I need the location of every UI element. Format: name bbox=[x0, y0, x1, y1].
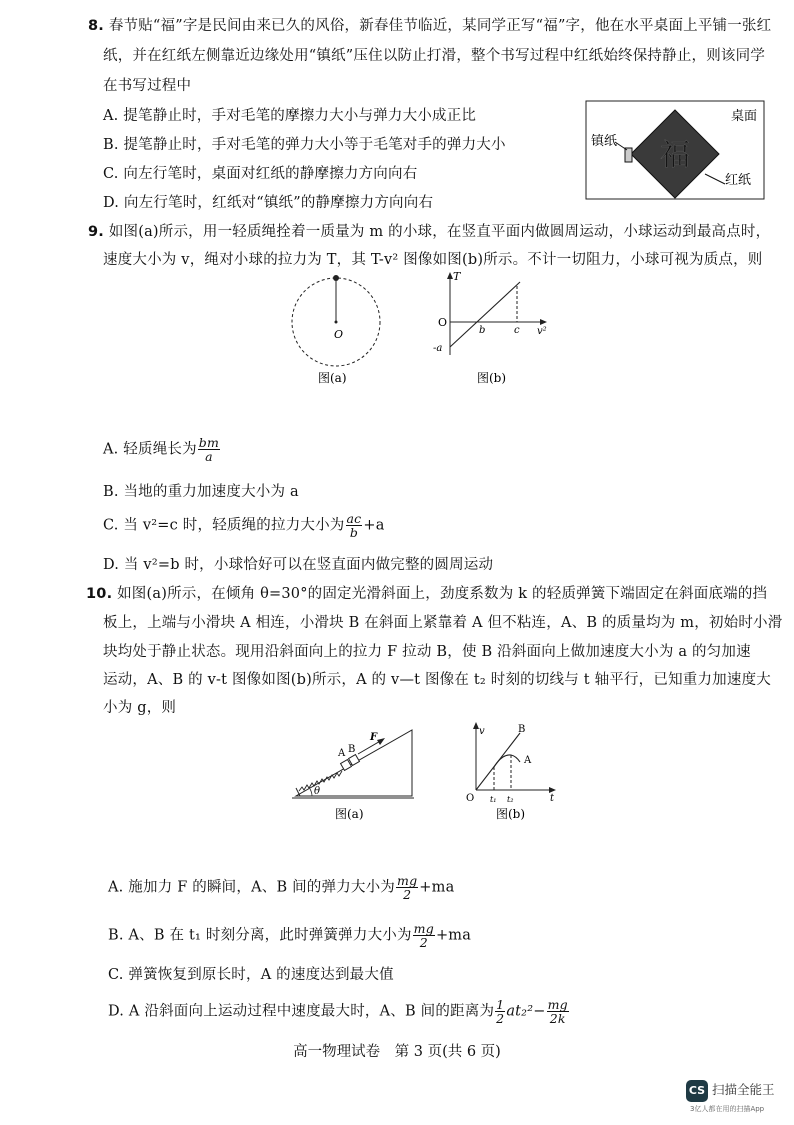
camscanner-tagline: 3亿人都在用的扫描App bbox=[690, 1105, 765, 1113]
origin-label: O bbox=[466, 793, 475, 804]
q9-c-den: b bbox=[349, 525, 359, 540]
q9-option-c-fraction bbox=[346, 512, 363, 539]
curve-a bbox=[494, 755, 520, 767]
q10-a-den: 2 bbox=[403, 887, 412, 902]
block-b-label: B bbox=[348, 744, 356, 755]
q10-b-den: 2 bbox=[419, 935, 428, 950]
force-label: F bbox=[370, 732, 378, 743]
q10-option-d-fraction-1 bbox=[495, 998, 505, 1025]
q10-option-d-fraction-2 bbox=[547, 998, 569, 1025]
q10-d-num2: mg bbox=[547, 997, 568, 1012]
q9-option-d: D. 当 v²=b 时，小球恰好可以在竖直面内做完整的圆周运动 bbox=[103, 557, 494, 573]
page-footer: 高一物理试卷 第 3 页(共 6 页) bbox=[293, 1044, 501, 1060]
q10-stem-1: 如图(a)所示，在倾角 θ=30°的固定光滑斜面上，劲度系数为 k 的轻质弹簧下端固定在斜面底端的挡 bbox=[117, 586, 768, 602]
center-point bbox=[335, 321, 338, 324]
q9-figure-b-svg bbox=[425, 270, 565, 390]
q8-option-c: C. 向左行笔时，桌面对红纸的静摩擦力方向向右 bbox=[103, 166, 418, 182]
q8-figure-svg bbox=[585, 100, 765, 200]
q10-b-num: mg bbox=[413, 921, 434, 936]
q10-d-den1: 2 bbox=[496, 1011, 505, 1026]
t2-label: t₂ bbox=[507, 795, 514, 804]
q10-figure-b bbox=[460, 718, 570, 823]
q10-fig-b-caption: 图(b) bbox=[496, 807, 526, 821]
q8-number: 8. bbox=[88, 18, 104, 34]
q9-option-a bbox=[103, 436, 221, 463]
q8-option-b: B. 提笔静止时，手对毛笔的弹力大小等于毛笔对手的弹力大小 bbox=[103, 137, 506, 153]
q9-a-den: a bbox=[205, 449, 213, 464]
q10-option-d-text: D. A 沿斜面向上运动过程中速度最大时，A、B 间的距离为 bbox=[108, 1003, 495, 1020]
q9-option-b: B. 当地的重力加速度大小为 a bbox=[103, 484, 299, 500]
a-curve-label: A bbox=[524, 755, 532, 766]
q10-option-a bbox=[108, 874, 454, 901]
q9-stem-1: 如图(a)所示，用一轻质绳拴着一质量为 m 的小球，在竖直平面内做圆周运动，小球运动到最高点时， bbox=[108, 224, 771, 240]
q10-stem-3: 块均处于静止状态。现用沿斜面向上的拉力 F 拉动 B，使 B 沿斜面向上做加速度大小为 a 的匀加速 bbox=[103, 644, 751, 660]
q10-option-a-suffix: +ma bbox=[419, 879, 455, 896]
q10-stem-2: 板上，上端与小滑块 A 相连，小滑块 B 在斜面上紧靠着 A 但不粘连，A、B 的质量均为 m，初始时小滑 bbox=[103, 615, 783, 631]
q9-figure-a bbox=[290, 270, 390, 390]
q8-option-d: D. 向左行笔时，红纸对“镇纸”的静摩擦力方向向右 bbox=[103, 195, 434, 211]
v-axis-label: v bbox=[479, 726, 485, 737]
q9-option-a-fraction bbox=[198, 436, 220, 463]
t-axis-label: T bbox=[453, 270, 461, 283]
q10-option-b-suffix: +ma bbox=[435, 927, 472, 944]
q8-stem-3: 在书写过程中 bbox=[103, 78, 192, 94]
q9-stem-2: 速度大小为 v，绳对小球的拉力为 T，其 T-v² 图像如图(b)所示。不计一切阻力，小球可视为质点，则 bbox=[103, 252, 763, 268]
q10-a-num: mg bbox=[397, 873, 418, 888]
v2-axis-arrow bbox=[540, 319, 547, 325]
camscanner-name: 扫描全能王 bbox=[712, 1082, 775, 1097]
q10-d-den2: 2k bbox=[549, 1011, 566, 1026]
q10-option-a-text: A. 施加力 F 的瞬间，A、B 间的弹力大小为 bbox=[108, 879, 396, 896]
paper-label: 红纸 bbox=[725, 173, 752, 188]
q10-fig-a-caption: 图(a) bbox=[335, 807, 364, 821]
fig-a-caption: 图(a) bbox=[318, 371, 347, 385]
intercept-label: -a bbox=[433, 343, 443, 354]
force-arrowhead bbox=[377, 738, 385, 745]
q9-option-c-text: C. 当 v²=c 时，轻质绳的拉力大小为 bbox=[103, 517, 345, 534]
q10-d-num1: 1 bbox=[496, 997, 505, 1012]
q10-stem-5: 小为 g，则 bbox=[103, 700, 177, 716]
center-label: O bbox=[334, 328, 344, 341]
theta-arc bbox=[310, 789, 312, 796]
q10-option-d-mid: at₂²− bbox=[506, 1003, 546, 1020]
q10-option-d bbox=[108, 998, 570, 1025]
t1-label: t₁ bbox=[490, 795, 497, 804]
v2-axis-label: v² bbox=[537, 326, 547, 337]
q10-figure-a-svg bbox=[290, 718, 420, 823]
theta-label: θ bbox=[314, 786, 321, 797]
q8-stem-line-1 bbox=[88, 14, 771, 35]
q9-figure-a-svg bbox=[290, 270, 390, 390]
b-line-label: B bbox=[518, 724, 526, 735]
q10-option-b-text: B. A、B 在 t₁ 时刻分离，此时弹簧弹力大小为 bbox=[108, 927, 412, 944]
q10-option-b bbox=[108, 922, 471, 949]
fig-b-caption: 图(b) bbox=[477, 371, 507, 385]
b-mark: b bbox=[479, 325, 486, 336]
q10-figure-b-svg bbox=[460, 718, 570, 823]
q9-a-num: bm bbox=[198, 435, 220, 450]
q10-number: 10. bbox=[86, 586, 113, 602]
q9-option-c-suffix: +a bbox=[363, 517, 385, 534]
paperweight bbox=[625, 148, 632, 162]
q10-stem-line-1 bbox=[86, 582, 767, 603]
q10-stem-4: 运动，A、B 的 v-t 图像如图(b)所示，A 的 v—t 图像在 t₂ 时刻的切线与 t 轴平行，已知重力加速度大 bbox=[103, 672, 771, 688]
q8-option-a: A. 提笔静止时，手对毛笔的摩擦力大小与弹力大小成正比 bbox=[103, 108, 477, 124]
t-v2-line bbox=[450, 282, 520, 347]
q10-option-c: C. 弹簧恢复到原长时，A 的速度达到最大值 bbox=[108, 967, 394, 983]
block-a-label: A bbox=[338, 748, 346, 759]
c-mark: c bbox=[514, 325, 520, 336]
q10-option-a-fraction bbox=[396, 874, 418, 901]
q9-option-c bbox=[103, 512, 385, 539]
camscanner-logo: CS bbox=[686, 1080, 708, 1102]
fu-character: 福 bbox=[660, 138, 690, 173]
t-axis-label: t bbox=[550, 793, 555, 804]
q9-figure-b bbox=[425, 270, 565, 390]
origin-label: O bbox=[438, 316, 448, 329]
q8-stem-2: 纸，并在红纸左侧靠近边缘处用“镇纸”压住以防止打滑，整个书写过程中红纸始终保持静止，则该同学 bbox=[103, 48, 766, 64]
q9-c-num: ac bbox=[346, 511, 362, 526]
weight-label: 镇纸 bbox=[591, 134, 618, 149]
desk-label: 桌面 bbox=[731, 109, 758, 124]
q10-option-b-fraction bbox=[413, 922, 435, 949]
q8-figure bbox=[585, 100, 765, 200]
q8-stem-1: 春节贴“福”字是民间由来已久的风俗，新春佳节临近，某同学正写“福”字，他在水平桌面上平铺一张红 bbox=[108, 18, 772, 34]
q9-number: 9. bbox=[88, 224, 104, 240]
q9-option-a-text: A. 轻质绳长为 bbox=[103, 441, 197, 458]
q9-stem-line-1 bbox=[88, 220, 770, 241]
q10-figure-a bbox=[290, 718, 420, 823]
ball bbox=[333, 275, 339, 281]
